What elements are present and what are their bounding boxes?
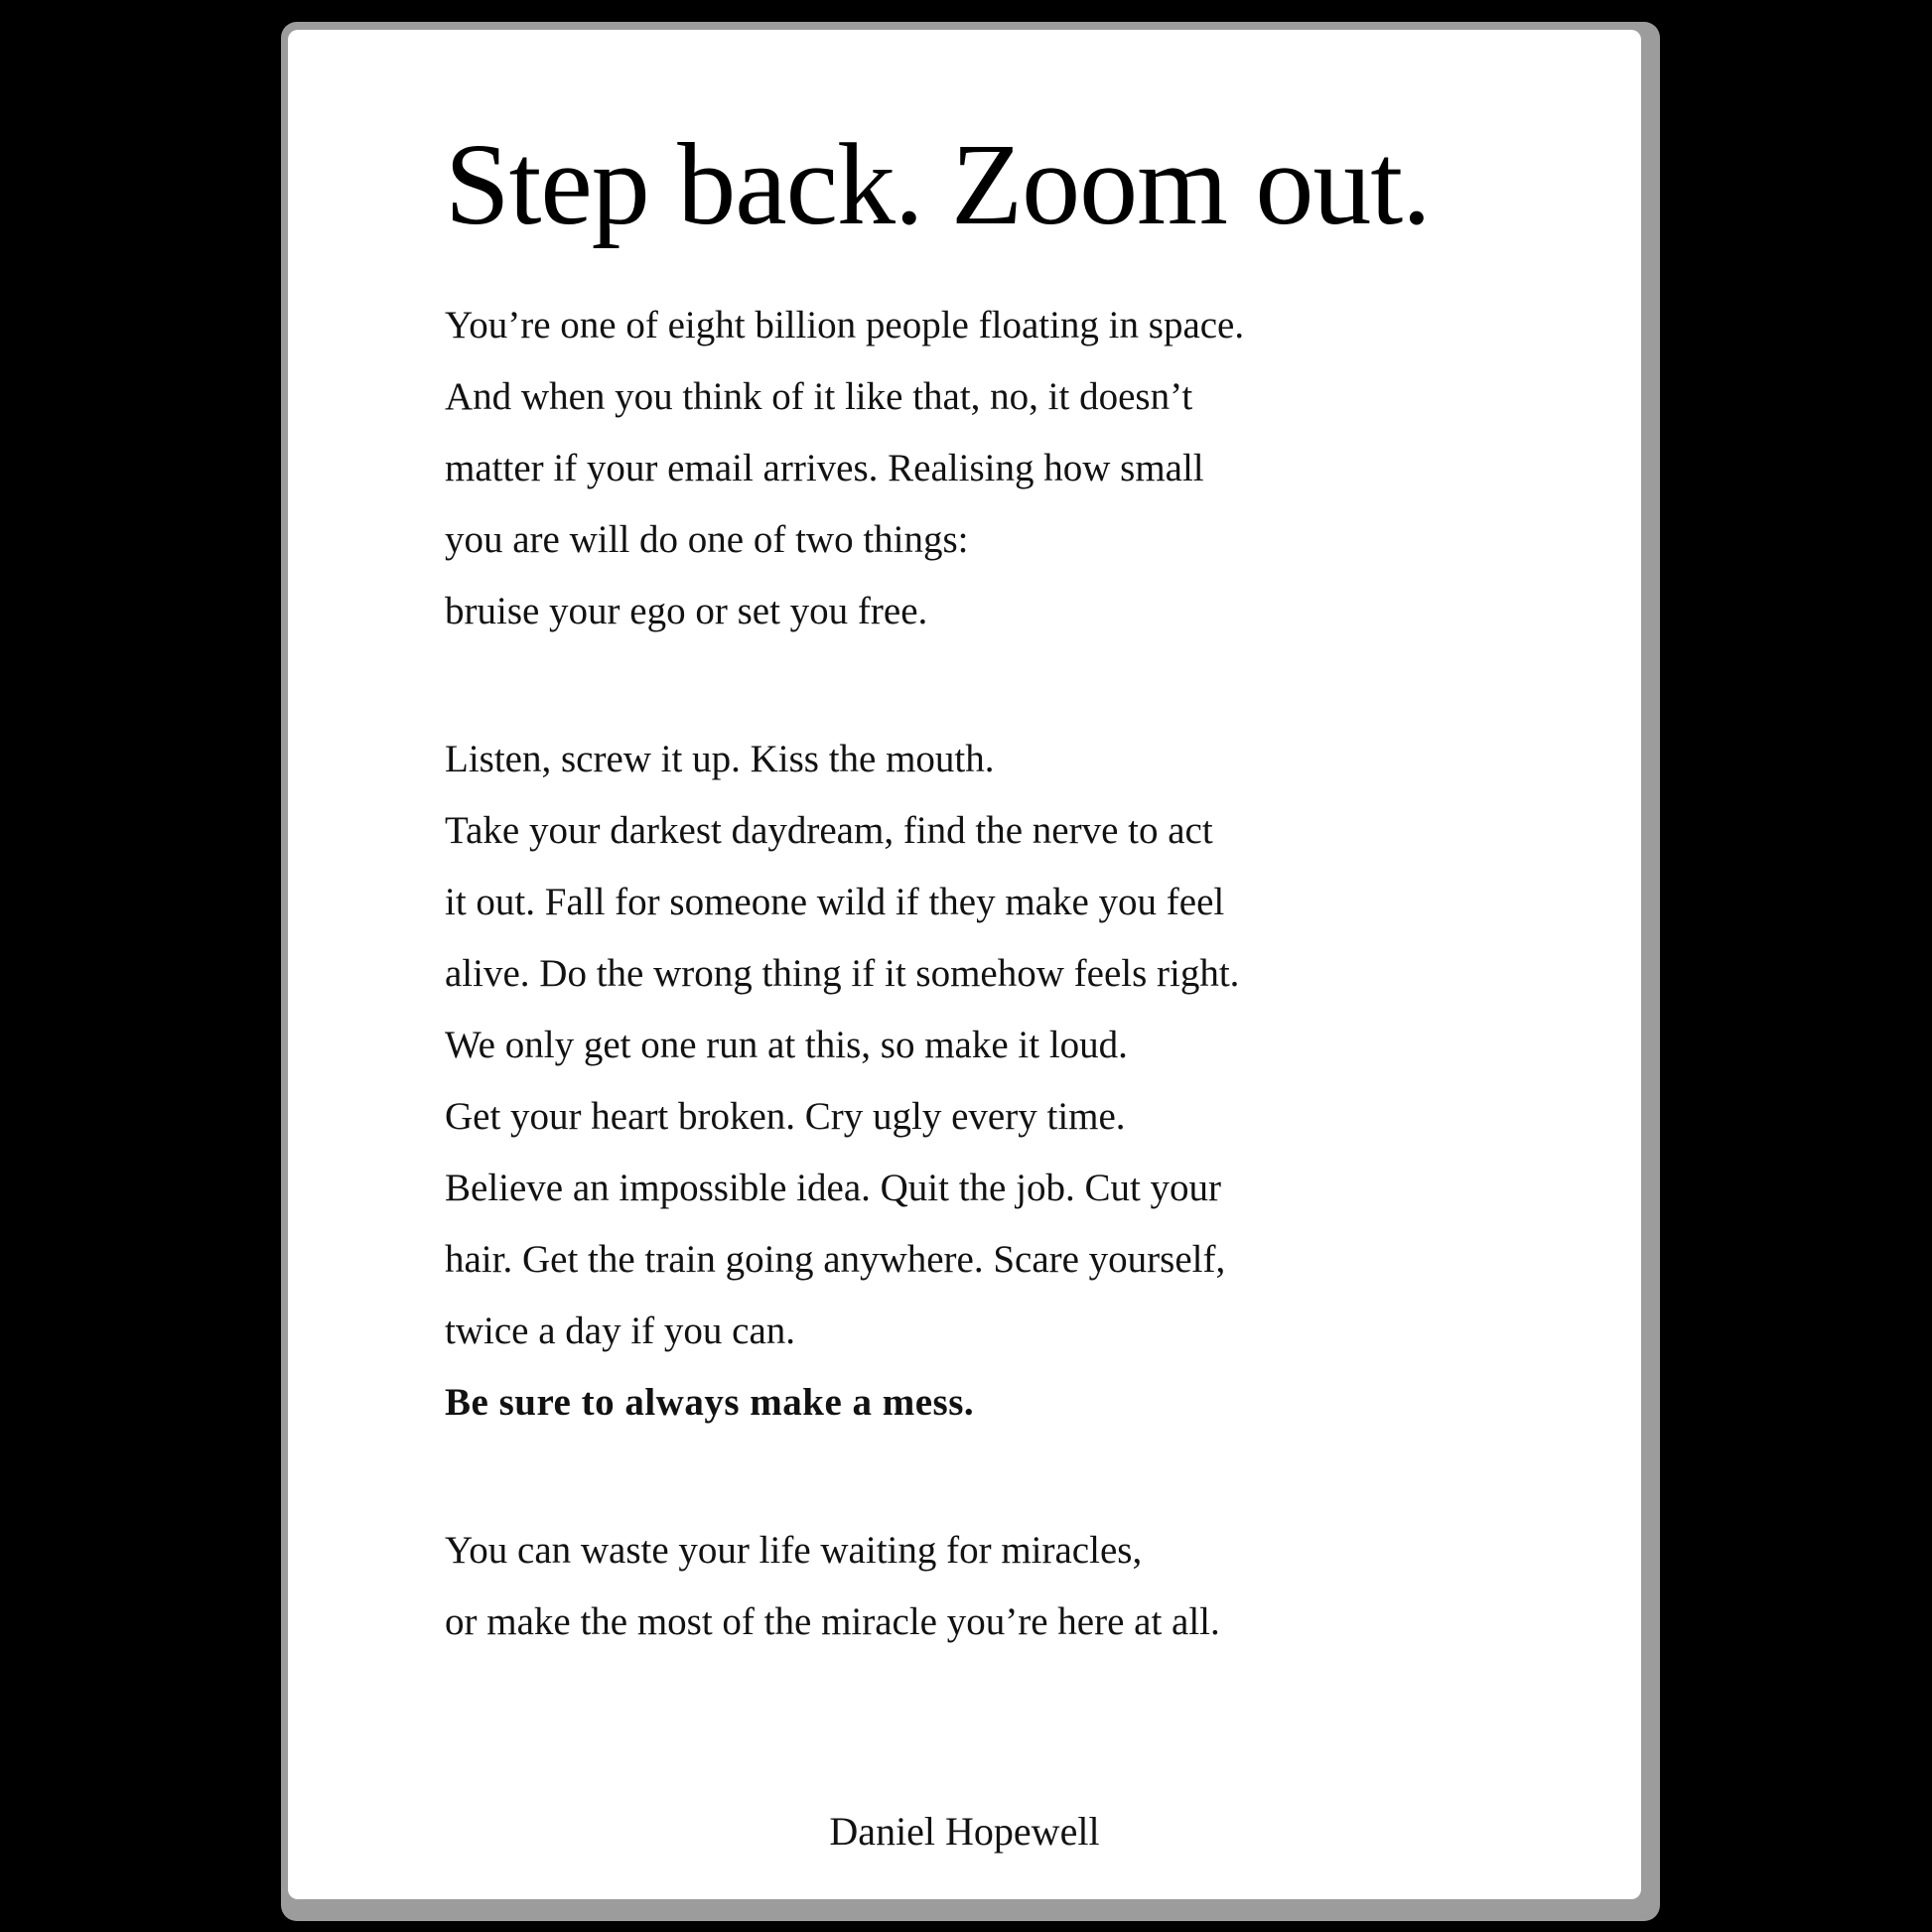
stanza-3 xyxy=(445,1515,1522,1658)
poem-line: hair. Get the train going anywhere. Scare yourself, xyxy=(445,1238,1226,1281)
poster-title: Step back. Zoom out. xyxy=(445,119,1431,249)
poem-line: You’re one of eight billion people floating in space. xyxy=(445,304,1245,346)
poster-frame xyxy=(281,22,1660,1921)
poem-line: twice a day if you can. xyxy=(445,1310,796,1352)
poem-line: And when you think of it like that, no, it doesn’t xyxy=(445,375,1193,418)
poem-line: Take your darkest daydream, find the nerve to act xyxy=(445,809,1213,852)
poster-content xyxy=(288,30,1641,1899)
stanza-2 xyxy=(445,724,1522,1439)
poem-line: We only get one run at this, so make it loud. xyxy=(445,1024,1128,1066)
poem-line: You can waste your life waiting for miracles, xyxy=(445,1529,1143,1572)
poem-line: Listen, screw it up. Kiss the mouth. xyxy=(445,738,995,780)
poem-line: matter if your email arrives. Realising how small xyxy=(445,447,1204,489)
poem-line: or make the most of the miracle you’re here at all. xyxy=(445,1600,1220,1643)
poem-line: alive. Do the wrong thing if it somehow feels right. xyxy=(445,952,1240,995)
author-credit: Daniel Hopewell xyxy=(829,1809,1100,1854)
stanza-1 xyxy=(445,290,1522,647)
poem-line: it out. Fall for someone wild if they make you feel xyxy=(445,881,1225,923)
poem-line: you are will do one of two things: xyxy=(445,518,969,561)
poem-line: Believe an impossible idea. Quit the job. Cut your xyxy=(445,1167,1222,1209)
poem-line: Get your heart broken. Cry ugly every time. xyxy=(445,1095,1126,1138)
poem-line-emphasis: Be sure to always make a mess. xyxy=(445,1381,975,1424)
poster-paper xyxy=(288,30,1641,1899)
poem-line: bruise your ego or set you free. xyxy=(445,590,928,632)
